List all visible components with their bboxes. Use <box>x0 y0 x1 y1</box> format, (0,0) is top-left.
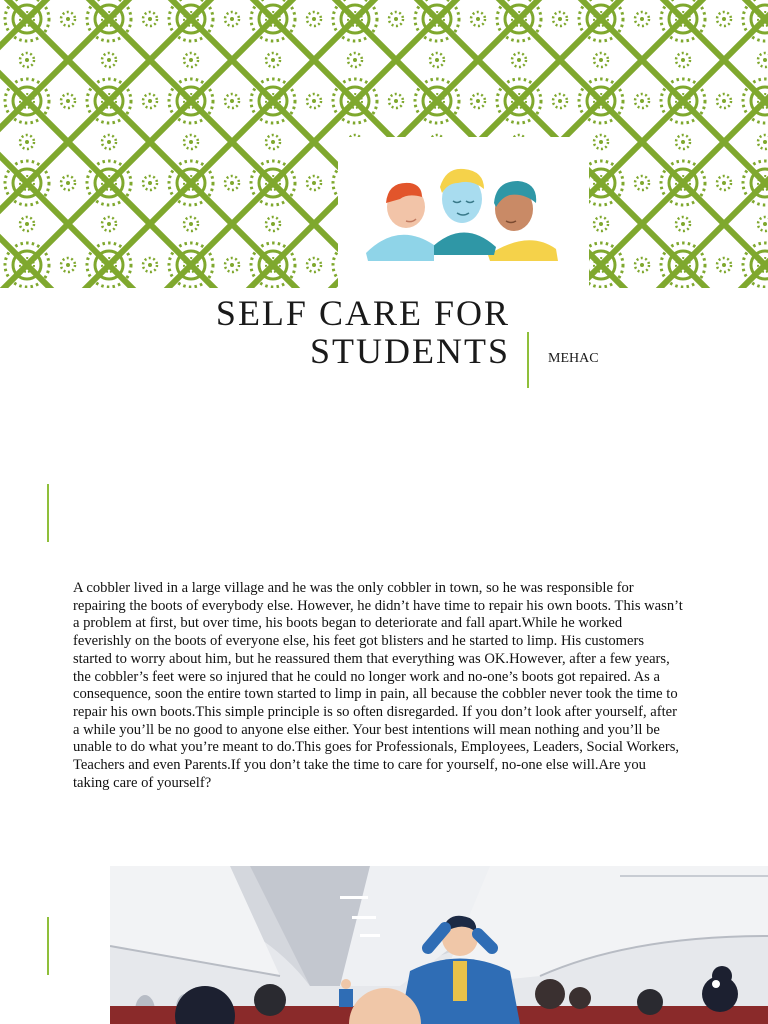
page-title <box>150 294 510 370</box>
bottom-divider <box>47 917 49 975</box>
airplane-cabin-illustration <box>110 866 768 1024</box>
title-line-1: SELF CARE FOR <box>215 293 510 333</box>
section-divider <box>47 484 49 542</box>
hero-illustration-card <box>338 137 589 288</box>
title-line-2: STUDENTS <box>309 331 510 371</box>
author-name: MEHAC <box>548 351 599 366</box>
story-paragraph: A cobbler lived in a large village and he was the only cobbler in town, so he was responsible for repairing the boots of everybody else. However, he didn’t have time to repair his own boots. This wasn’t a problem at first, but over time, his boots began to deteriorate and fall apart.While he worked feverishly on the boots of everyone else, his feet got blisters and he started to limp. His customers started to worry about him, but he reassured them that everything was OK.However, after a few years, the cobbler’s feet were so injured that he could no longer work and no-one’s boots got repaired. As a consequence, soon the entire town started to limp in pain, all because the cobbler never took the time to repair his own boots.This simple principle is so often disregarded. If you don’t look after yourself, after a while you’ll be no good to anyone else either. Your best intentions will mean nothing and you’ll be unable to do what you’re meant to do.This goes for Professionals, Employees, Leaders, Social Workers, Teachers and even Parents.If you don’t take the time to care for yourself, no-one else will.Are you taking care of yourself? <box>73 580 683 791</box>
title-divider <box>527 332 529 388</box>
three-friends-illustration <box>338 137 589 288</box>
